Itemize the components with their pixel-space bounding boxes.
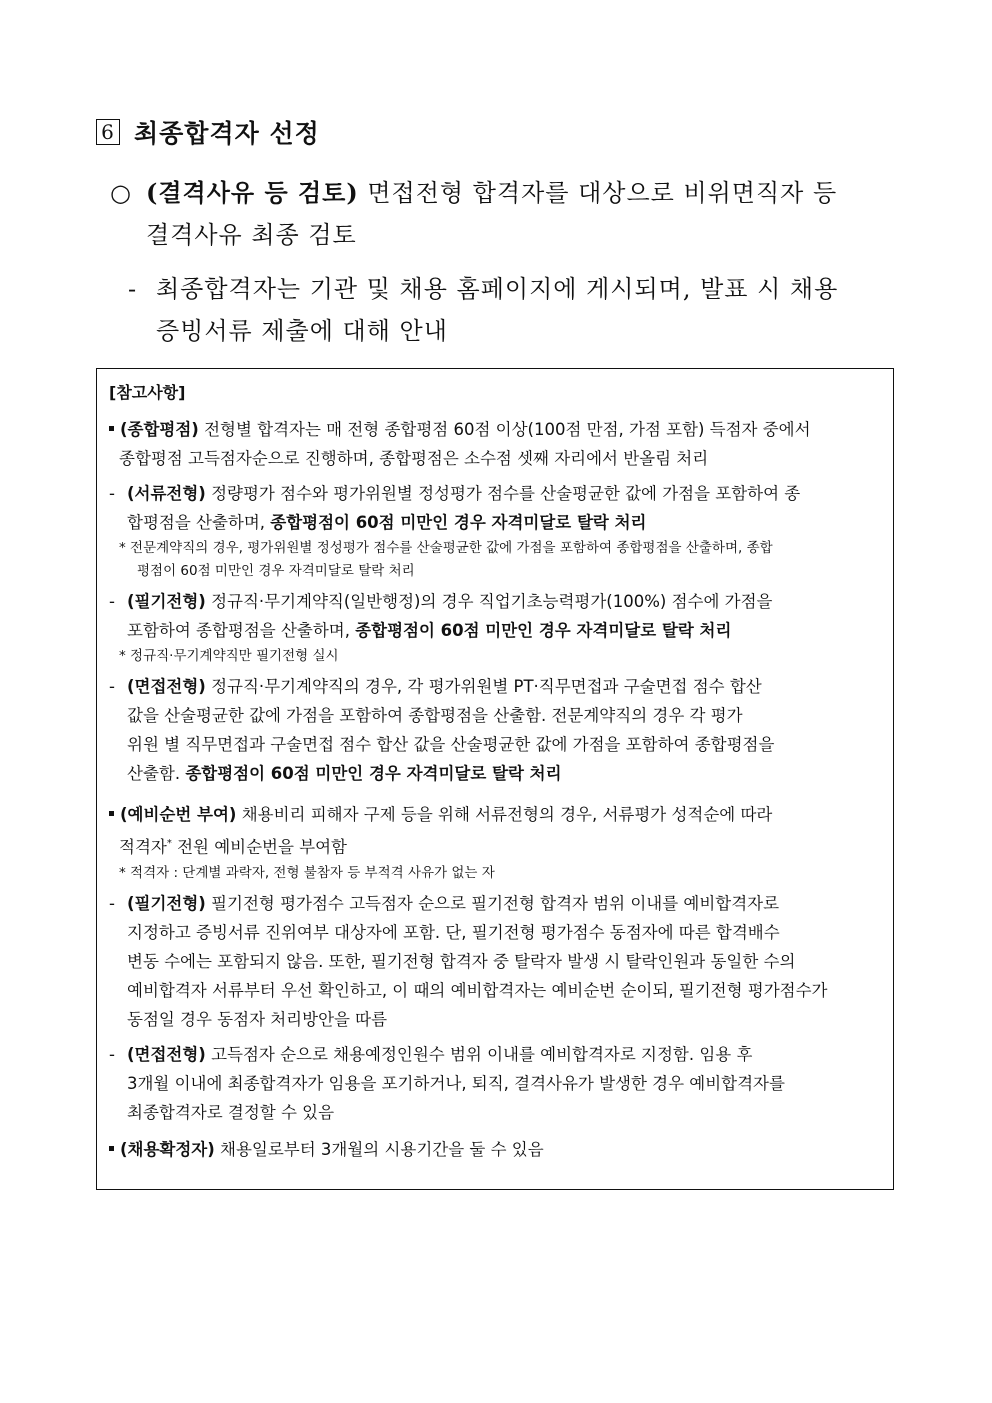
item-emphasis: 종합평점이 60점 미만인 경우 자격미달로 탈락 처리 <box>270 513 647 532</box>
reserve-order-item <box>109 800 885 862</box>
item-emphasis: 종합평점이 60점 미만인 경우 자격미달로 탈락 처리 <box>185 764 562 783</box>
item-heading: (면접전형) <box>127 1044 206 1064</box>
document-screening-item <box>109 479 885 537</box>
dash-bullet-icon: - <box>109 677 115 696</box>
item-text: 정량평가 점수와 평가위원별 정성평가 점수를 산술평균한 값에 가점을 포함하여 종 <box>205 484 801 503</box>
item-text: 채용일로부터 3개월의 시용기간을 둘 수 있음 <box>214 1139 544 1159</box>
confirmed-hire-item <box>109 1135 885 1164</box>
item-heading: (채용확정자) <box>120 1139 215 1159</box>
item-text-cont: 위원 별 직무면접과 구술면접 점수 합산 값을 산술평균한 값에 가점을 포함하여 종합평점을 <box>127 735 775 754</box>
bullet-text: 면접전형 합격자를 대상으로 비위면직자 등 <box>358 179 838 207</box>
reference-title: [참고사항] <box>109 383 186 402</box>
item-text-cont: 3개월 이내에 최종합격자가 임용을 포기하거나, 퇴직, 결격사유가 발생한 경우 예비합격자를 <box>127 1073 785 1093</box>
item-text: 정규직·무기계약직의 경우, 각 평가위원별 PT·직무면접과 구술면접 점수 합산 <box>205 677 762 696</box>
bullet-disqualification-review <box>110 172 890 256</box>
item-text-cont: 변동 수에는 포함되지 않음. 또한, 필기전형 합격자 중 탈락자 발생 시 탈락인원과 동일한 수의 <box>127 951 796 971</box>
item-text-cont: 산출함. <box>127 764 186 783</box>
item-text-cont: 적격자 <box>119 837 167 857</box>
bullet-final-announcement <box>128 268 898 352</box>
document-note: * 전문계약직의 경우, 평가위원별 정성평가 점수를 산술평균한 값에 가점을 포함하여 종합평점을 산출하며, 종합 <box>119 540 773 556</box>
reserve-interview-item <box>109 1040 885 1127</box>
footnote-marker: * <box>166 838 172 849</box>
item-emphasis: 종합평점이 60점 미만인 경우 자격미달로 탈락 처리 <box>355 621 732 640</box>
item-text-cont: 포함하여 종합평점을 산출하며, <box>127 621 356 640</box>
dash-bullet-icon: - <box>109 1044 115 1064</box>
item-heading: (예비순번 부여) <box>120 805 237 824</box>
section-heading <box>96 114 320 150</box>
composite-score-item <box>109 415 885 473</box>
item-text-cont: 동점일 경우 동점자 처리방안을 따름 <box>127 1009 388 1029</box>
item-text-cont: 지정하고 증빙서류 진위여부 대상자에 포함. 단, 필기전형 평가점수 동점자에 따른 합격배수 <box>127 922 780 942</box>
bullet-text: 최종합격자는 기관 및 채용 홈페이지에 게시되며, 발표 시 채용 <box>156 275 839 303</box>
written-test-item <box>109 587 885 645</box>
square-bullet-icon <box>109 811 114 816</box>
square-bullet-icon <box>109 1146 114 1151</box>
reference-box <box>96 368 894 1190</box>
bullet-heading: (결격사유 등 검토) <box>146 178 359 207</box>
reserve-written-item <box>109 889 885 1034</box>
item-text-cont: 합평점을 산출하며, <box>127 513 271 532</box>
reserve-note: * 적격자 : 단계별 과락자, 전형 불참자 등 부적격 사유가 없는 자 <box>119 864 495 881</box>
item-heading: (서류전형) <box>127 484 206 503</box>
dash-bullet-icon: - <box>109 592 115 611</box>
item-heading: (필기전형) <box>127 592 206 611</box>
item-heading: (면접전형) <box>127 677 206 696</box>
square-bullet-icon <box>109 426 114 431</box>
item-text-cont: 예비합격자 서류부터 우선 확인하고, 이 때의 예비합격자는 예비순번 순이되, 필기전형 평가점수가 <box>127 980 828 1000</box>
dash-bullet-icon: - <box>109 893 115 913</box>
item-text: 전형별 합격자는 매 전형 종합평점 60점 이상(100점 만점, 가점 포함) 득점자 중에서 <box>198 420 811 439</box>
item-text: 고득점자 순으로 채용예정인원수 범위 이내를 예비합격자로 지정함. 임용 후 <box>205 1044 753 1064</box>
item-text: 정규직·무기계약직(일반행정)의 경우 직업기초능력평가(100%) 점수에 가점을 <box>205 592 773 611</box>
item-text-cont: 값을 산술평균한 값에 가점을 포함하여 종합평점을 산출함. 전문계약직의 경우 각 평가 <box>127 706 743 725</box>
circle-bullet-icon: ○ <box>110 179 132 207</box>
bullet-text-cont: 증빙서류 제출에 대해 안내 <box>156 317 448 345</box>
interview-item <box>109 672 885 788</box>
section-number-box: 6 <box>96 119 120 145</box>
written-note: * 정규직·무기계약직만 필기전형 실시 <box>119 648 339 664</box>
item-heading: (필기전형) <box>127 893 206 913</box>
bullet-text-cont: 결격사유 최종 검토 <box>146 221 357 249</box>
document-note-cont: 평점이 60점 미만인 경우 자격미달로 탈락 처리 <box>137 563 415 579</box>
item-text: 필기전형 평가점수 고득점자 순으로 필기전형 합격자 범위 이내를 예비합격자로 <box>205 893 780 913</box>
dash-bullet-icon: - <box>109 484 115 503</box>
item-text-cont: 최종합격자로 결정할 수 있음 <box>127 1102 335 1122</box>
item-text-cont: 종합평점 고득점자순으로 진행하며, 종합평점은 소수점 셋째 자리에서 반올림 처리 <box>119 449 709 468</box>
section-title: 최종합격자 선정 <box>134 119 320 148</box>
item-heading: (종합평점) <box>120 420 199 439</box>
dash-bullet-icon: - <box>128 275 138 303</box>
item-text-cont: 전원 예비순번을 부여함 <box>171 837 347 857</box>
item-text: 채용비리 피해자 구제 등을 위해 서류전형의 경우, 서류평가 성적순에 따라 <box>236 805 773 824</box>
